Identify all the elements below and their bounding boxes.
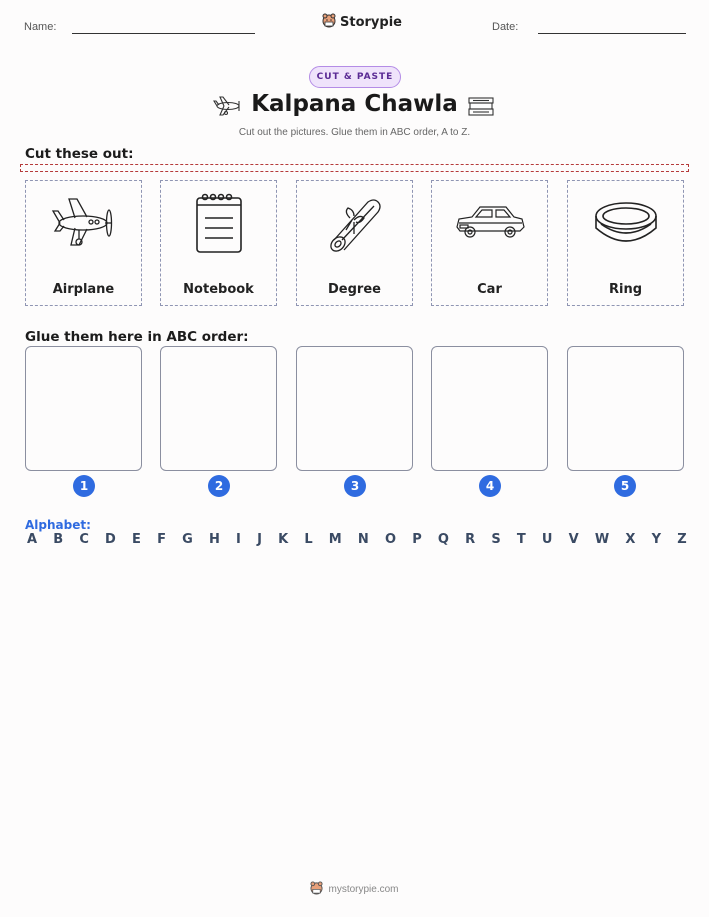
slot-number: 3: [344, 475, 366, 497]
alphabet-letter: K: [278, 532, 289, 547]
date-label: Date:: [492, 21, 519, 33]
alphabet-letter: T: [516, 532, 526, 547]
alphabet-letter: H: [208, 532, 220, 547]
ring-icon: [568, 187, 683, 259]
brand-logo: [322, 13, 402, 32]
cut-section-label: Cut these out:: [25, 146, 134, 162]
alphabet-letter: E: [132, 532, 141, 547]
storypie-logo-icon: [322, 13, 336, 32]
alphabet-letter: Q: [437, 532, 449, 547]
name-label: Name:: [24, 21, 57, 33]
alphabet-letter: V: [568, 532, 579, 547]
date-line[interactable]: [538, 33, 686, 34]
alphabet-letter: R: [465, 532, 476, 547]
alphabet-letter: S: [491, 532, 501, 547]
alphabet-letter: F: [157, 532, 166, 547]
notebook-icon: [161, 187, 276, 259]
alphabet-letter: J: [257, 532, 262, 547]
alphabet-letter: Y: [651, 532, 662, 547]
alphabet-letter: D: [105, 532, 116, 547]
alphabet-letter: L: [304, 532, 313, 547]
slot-number: 2: [208, 475, 230, 497]
cut-card-label: Notebook: [183, 282, 254, 297]
glue-section-label: Glue them here in ABC order:: [25, 329, 249, 345]
cut-paste-badge: CUT & PASTE: [309, 66, 401, 88]
slot-number: 5: [614, 475, 636, 497]
cut-card-ring[interactable]: [567, 180, 684, 306]
footer-url[interactable]: mystorypie.com: [328, 884, 399, 895]
alphabet-letter: C: [79, 532, 89, 547]
car-icon: [432, 187, 547, 259]
cut-card-label: Car: [477, 282, 502, 297]
footer: [0, 880, 709, 899]
alphabet-letter: Z: [677, 532, 687, 547]
alphabet-letter: G: [182, 532, 193, 547]
alphabet-row: [27, 532, 687, 547]
glue-slot[interactable]: [25, 346, 142, 471]
glue-slot[interactable]: [296, 346, 413, 471]
alphabet-letter: N: [357, 532, 369, 547]
instructions: Cut out the pictures. Glue them in ABC order, A to Z.: [238, 127, 471, 138]
alphabet-letter: I: [236, 532, 241, 547]
cut-card-car[interactable]: [431, 180, 548, 306]
alphabet-label: Alphabet:: [25, 518, 91, 532]
storypie-logo-icon: [310, 880, 323, 899]
brand-name: Storypie: [340, 15, 402, 30]
alphabet-letter: B: [53, 532, 64, 547]
glue-slot[interactable]: [160, 346, 277, 471]
cut-card-label: Ring: [608, 282, 643, 297]
books-icon: [467, 96, 495, 122]
diploma-scroll-icon: [297, 187, 412, 259]
cut-card-label: Airplane: [52, 282, 115, 297]
cut-card-label: Degree: [328, 282, 381, 297]
name-line[interactable]: [72, 33, 255, 34]
page-title: Kalpana Chawla: [251, 91, 458, 117]
alphabet-letter: M: [328, 532, 342, 547]
glue-slot[interactable]: [567, 346, 684, 471]
alphabet-letter: W: [594, 532, 610, 547]
cut-card-notebook[interactable]: [160, 180, 277, 306]
cut-card-degree[interactable]: [296, 180, 413, 306]
alphabet-letter: A: [27, 532, 38, 547]
alphabet-letter: O: [384, 532, 397, 547]
glue-slot[interactable]: [431, 346, 548, 471]
cut-guide-line: [20, 164, 689, 172]
alphabet-letter: U: [541, 532, 553, 547]
alphabet-letter: X: [625, 532, 636, 547]
alphabet-letter: P: [412, 532, 422, 547]
cut-card-airplane[interactable]: [25, 180, 142, 306]
slot-number: 4: [479, 475, 501, 497]
slot-number: 1: [73, 475, 95, 497]
airplane-icon: [26, 187, 141, 259]
